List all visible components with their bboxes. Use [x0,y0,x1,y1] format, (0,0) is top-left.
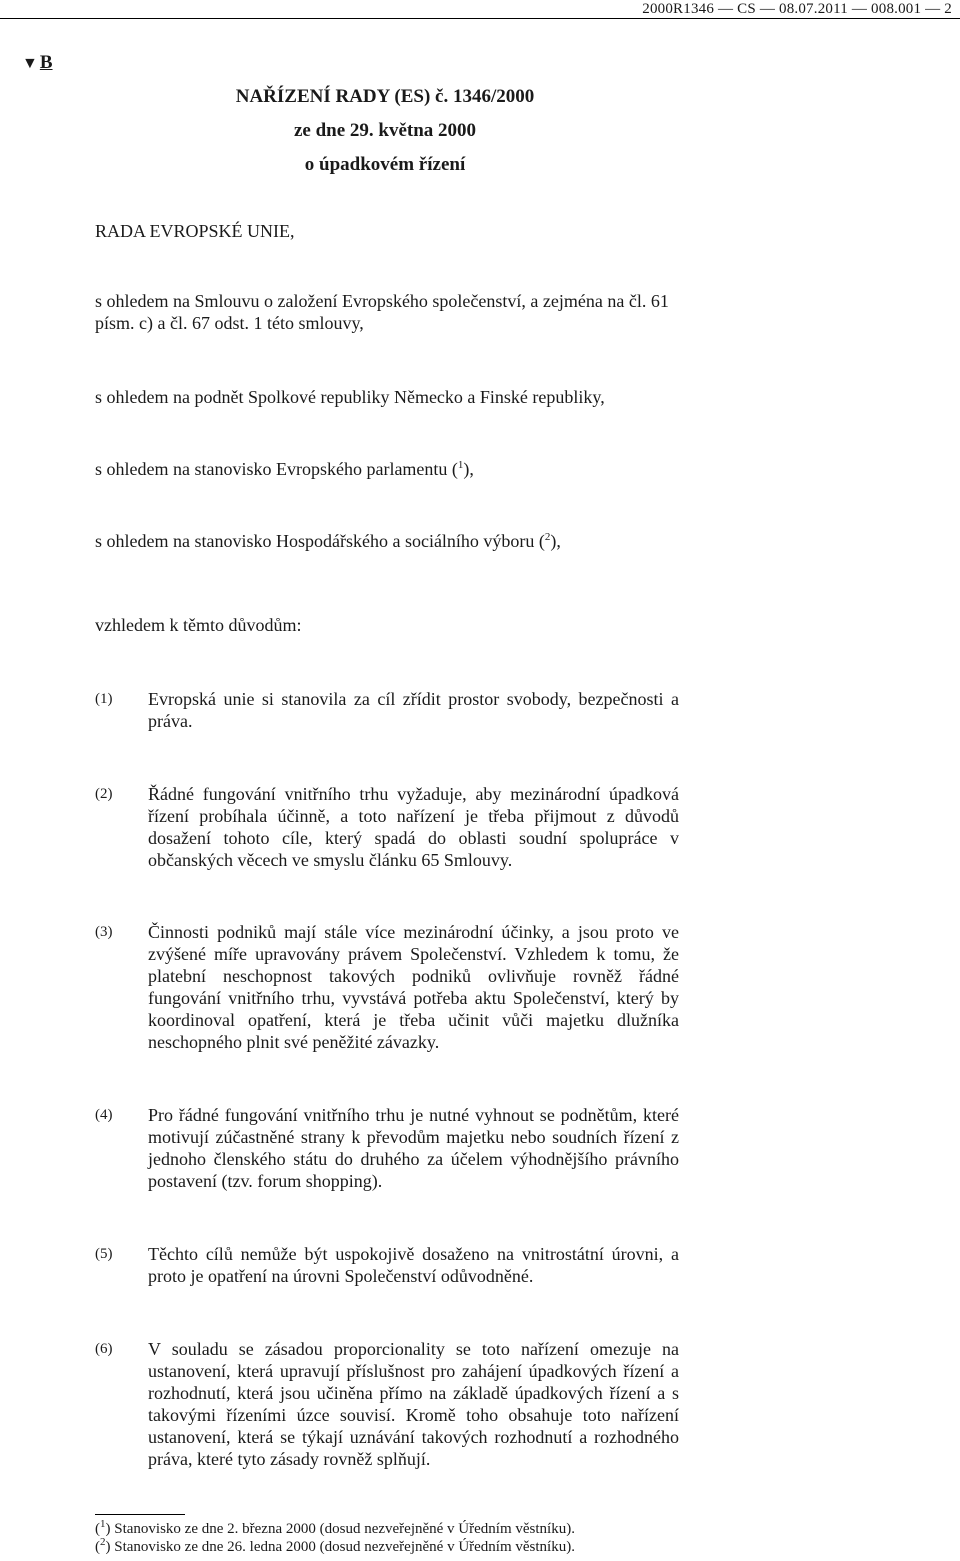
recital-number: (1) [95,691,113,707]
whereas-heading: vzhledem k těmto důvodům: [95,615,302,635]
marker-letter: B [39,52,53,73]
footnote-number: 2 [100,1536,106,1548]
preamble-parliament-text: s ohledem na stanovisko Evropského parlamentu ( [95,459,458,479]
footnote-text: Stanovisko ze dne 2. března 2000 (dosud nezveřejněné v Úředním věstníku). [114,1521,575,1537]
document-reference: 2000R1346 — CS — 08.07.2011 — 008.001 — 2 [642,1,952,17]
footnote-ref: 2 [544,531,551,543]
triangle-down-icon: ▼ [22,55,38,72]
recital-text: Těchto cílů nemůže být uspokojivě dosaženo na vnitrostátní úrovni, a proto je opatření na úrovni Společenství odůvodněné. [148,1244,679,1286]
recital-number: (4) [95,1107,113,1123]
recital-text: V souladu se zásadou proporcionality se toto nařízení omezuje na ustanovení, která upravují příslušnost pro zahájení úpadkových řízení a rozhodnutí, která jsou učiněna přímo na základě úpadkových řízení a s takovými řízeními úzce souvisí. Kromě toho obsahuje toto nařízení ustanovení, která se týkají uznávání takových rozhodnutí a rozhodného práva, které tyto zásady rovněž splňují. [148,1339,679,1469]
recital-number: (3) [95,924,113,940]
consolidation-marker [22,52,53,75]
recital-text: Řádné fungování vnitřního trhu vyžaduje, aby mezinárodní úpadková řízení probíhala účinně, a toto nařízení je třeba přijmout z důvodů dosažení tohoto cíle, který spadá do oblasti soudní spolupráce v občanských věcech ve smyslu článku 65 Smlouvy. [148,784,679,870]
footnote-number: 1 [100,1518,106,1530]
preamble-parliament [95,458,680,480]
recital-text: Evropská unie si stanovila za cíl zřídit prostor svobody, bezpečnosti a práva. [148,689,679,731]
footnote-text: Stanovisko ze dne 26. ledna 2000 (dosud nezveřejněné v Úředním věstníku). [114,1539,575,1555]
preamble-initiative: s ohledem na podnět Spolkové republiky Německo a Finské republiky, [95,387,605,407]
recital-number: (2) [95,786,113,802]
council-heading: RADA EVROPSKÉ UNIE, [95,221,295,241]
footnote-divider [95,1514,185,1515]
preamble-committee [95,530,680,552]
footnote: ($^2$) Stanovisko ze dne 26. ledna 2000 (dosud nezveřejněné v Úředním věstníku). [95,1536,575,1555]
footnote: ($^1$) Stanovisko ze dne 2. března 2000 (dosud nezveřejněné v Úředním věstníku). [95,1518,575,1537]
preamble-treaty: s ohledem na Smlouvu o založení Evropského společenství, a zejména na čl. 61 písm. c) a čl. 67 odst. 1 této smlouvy, [95,291,669,333]
preamble-committee-end: ), [550,531,561,551]
recital-number: (6) [95,1341,113,1357]
recital-number: (5) [95,1246,113,1262]
page-header [0,0,960,19]
footnote-ref: 1 [457,459,464,471]
preamble-committee-text: s ohledem na stanovisko Hospodářského a sociálního výboru ( [95,531,545,551]
regulation-subject: o úpadkovém řízení [304,154,466,175]
recital-text: Pro řádné fungování vnitřního trhu je nutné vyhnout se podnětům, které motivují zúčastněné strany k převodům majetku nebo soudních řízení z jednoho členského státu do druhého za účelem výhodnějšího právního postavení (tzv. forum shopping). [148,1105,679,1191]
regulation-date: ze dne 29. května 2000 [293,120,477,141]
regulation-title: NAŘÍZENÍ RADY (ES) č. 1346/2000 [235,86,535,107]
preamble-parliament-end: ), [463,459,474,479]
recital-text: Činnosti podniků mají stále více mezinárodní účinky, a jsou proto ve zvýšené míře upravovány právem Společenství. Vzhledem k tomu, že platební neschopnost takových podniků ovlivňuje rovněž řádné fungování vnitřního trhu, vyvstává potřeba aktu Společenství, který by koordinoval opatření, která je třeba učinit vůči majetku dlužníka neschopného plnit své peněžité závazky. [148,922,679,1052]
